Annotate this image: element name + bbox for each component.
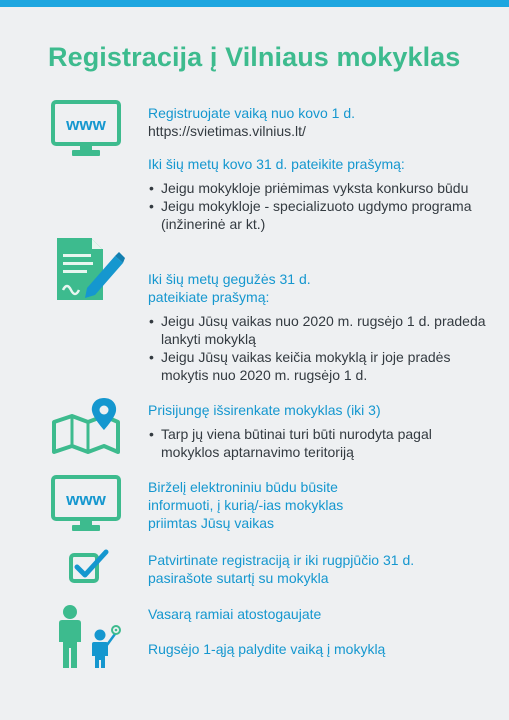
monitor-www-icon [51,100,121,158]
step-may-heading-line2: pateikiate prašymą: [148,289,270,305]
document-pen-icon [53,234,125,304]
step-choose-heading: Prisijungę išsirenkate mokyklas (iki 3) [148,402,381,418]
monitor-www-icon [51,475,121,533]
step-september-text: Rugsėjo 1-ąją palydite vaiką į mokyklą [148,641,386,657]
list-item: • Tarp jų viena būtinai turi būti nurodyta pagal mokyklos aptarnavimo teritoriją [148,425,488,461]
monitor-www-label: www [66,490,106,509]
step-confirm-contract [148,551,488,587]
step-confirm-line2: pasirašote sutartį su mokykla [148,570,329,586]
step-june-line1: Birželį elektroniniu būdu būsite [148,479,338,495]
step-choose-schools [148,401,488,461]
list-item: • Jeigu Jūsų vaikas nuo 2020 m. rugsėjo 1 d. pradeda lankyti mokyklą [148,312,488,348]
parent-child-icon [52,604,124,670]
list-item: • Jeigu mokykloje - specializuoto ugdymo programa (inžinerinė ar kt.) [148,197,488,233]
step-june-line3: priimtas Jūsų vaikas [148,515,275,531]
step-summer [148,605,488,623]
step-june-notification [148,478,488,532]
step-may-list [148,312,488,384]
map-pin-icon [50,396,122,456]
top-accent-bar [0,0,509,7]
step-march-heading: Iki šių metų kovo 31 d. pateikite prašymą: [148,156,405,172]
step-march-application [148,155,488,233]
step-september [148,640,488,658]
step-march-list [148,179,488,233]
step-summer-text: Vasarą ramiai atostogaujate [148,606,322,622]
step-register-heading: Registruojate vaiką nuo kovo 1 d. [148,105,356,121]
step-register [148,104,488,140]
step-choose-list [148,425,488,461]
step-may-application [148,270,488,384]
list-item: • Jeigu Jūsų vaikas keičia mokyklą ir joje pradės mokytis nuo 2020 m. rugsėjo 1 d. [148,348,488,384]
checkbox-icon [68,548,110,584]
monitor-www-label: www [66,115,106,134]
page-title: Registracija į Vilniaus mokyklas [48,42,461,72]
step-may-heading-line1: Iki šių metų gegužės 31 d. [148,271,311,287]
registration-url: https://svietimas.vilnius.lt/ [148,123,306,139]
step-june-line2: informuoti, į kurią/-ias mokyklas [148,497,344,513]
list-item: • Jeigu mokykloje priėmimas vyksta konkurso būdu [148,179,488,197]
step-confirm-line1: Patvirtinate registraciją ir iki rugpjūčio 31 d. [148,552,415,568]
